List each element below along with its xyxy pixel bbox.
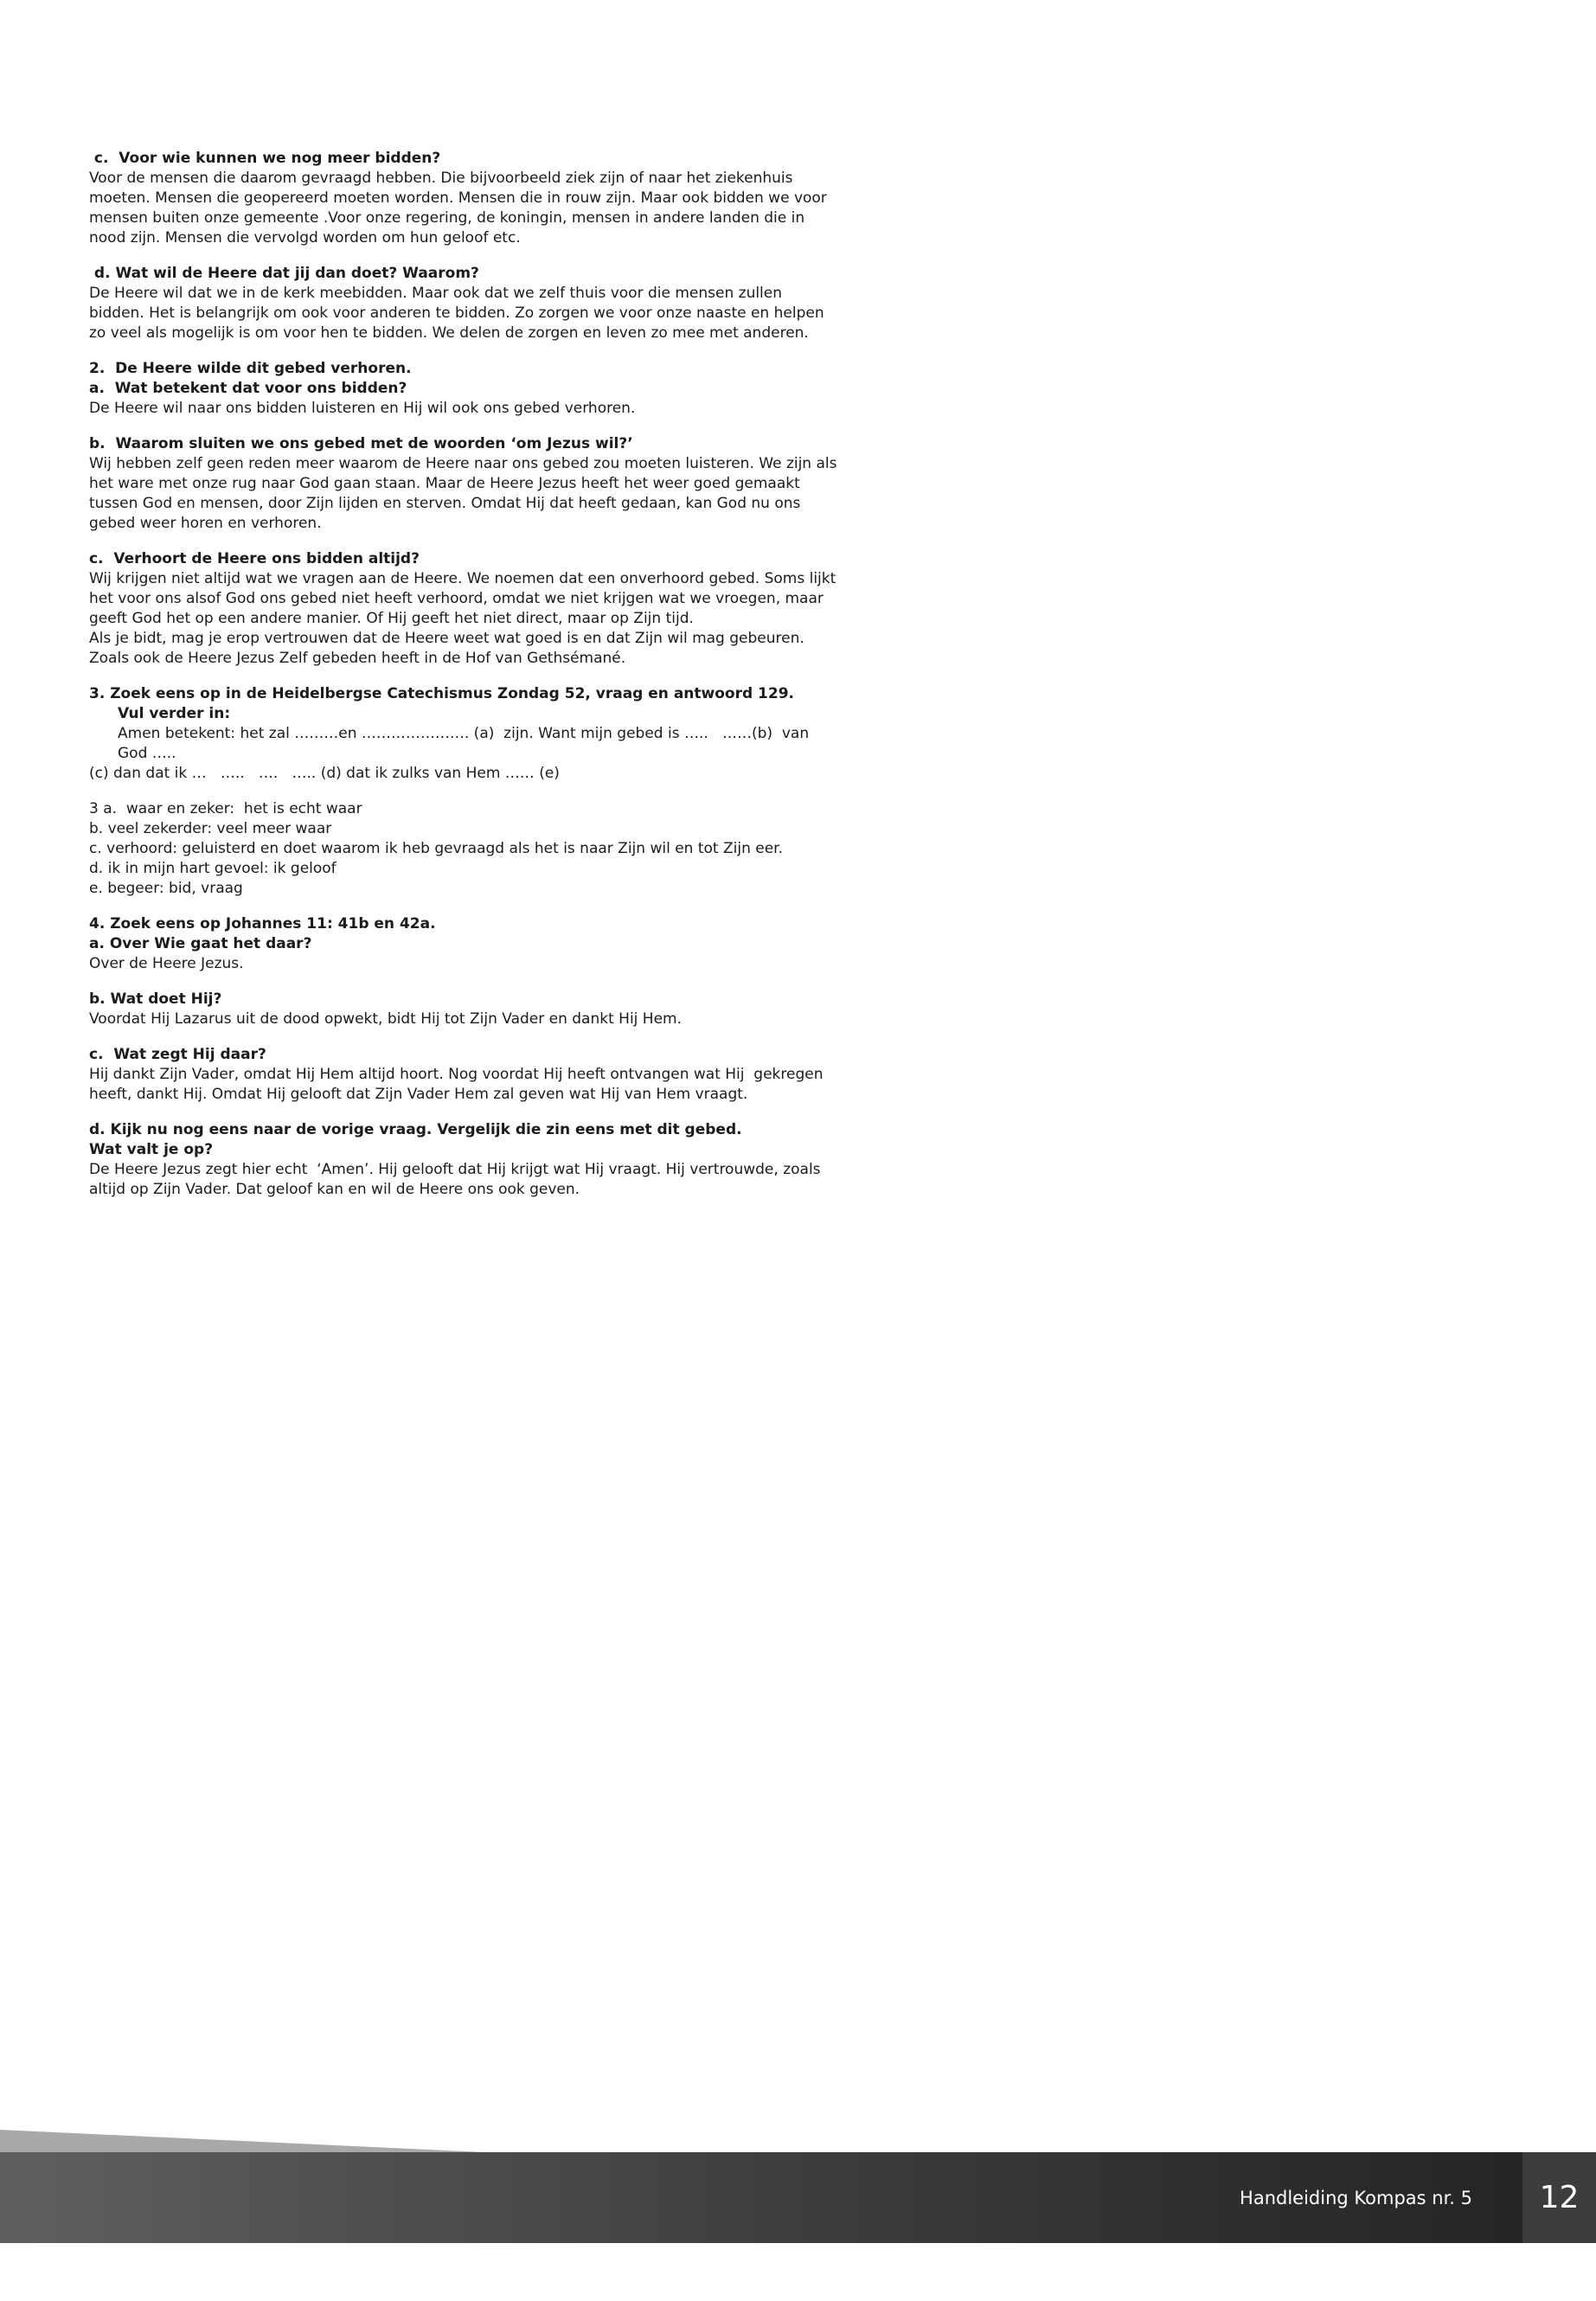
question-heading: b. Waarom sluiten we ons gebed met de woorden ‘om Jezus wil?’ <box>89 435 633 452</box>
question-heading: d. Wat wil de Heere dat jij dan doet? Waarom? <box>89 265 479 282</box>
answer-list-item: d. ik in mijn hart gevoel: ik geloof <box>89 860 337 877</box>
page-footer <box>0 2119 1596 2301</box>
section-c-verhoort-altijd <box>89 549 842 669</box>
question-subheading: Wat valt je op? <box>89 1141 214 1158</box>
section-b-om-jezus-wil <box>89 434 842 534</box>
question-heading: c. Verhoort de Heere ons bidden altijd? <box>89 550 420 567</box>
answer-paragraph: De Heere Jezus zegt hier echt ‘Amen’. Hij gelooft dat Hij krijgt wat Hij vraagt. Hij vertrouwde, zoals altijd op Zijn Vader. Dat geloof kan en wil de Heere ons ook geven. <box>89 1161 825 1198</box>
section-3-heidelbergse-catechismus <box>89 684 842 784</box>
answer-paragraph: Wij hebben zelf geen reden meer waarom de Heere naar ons gebed zou moeten luisteren. We zijn als het ware met onze rug naar God gaan staan. Maar de Heere Jezus heeft het weer goed gemaakt tussen God en mensen, door Zijn lijden en sterven. Omdat Hij dat heeft gedaan, kan God nu ons gebed weer horen en verhoren. <box>89 455 842 532</box>
answer-paragraph: Wij krijgen niet altijd wat we vragen aan de Heere. We noemen dat een onverhoord gebed. Soms lijkt het voor ons alsof God ons gebed niet heeft verhoord, omdat we niet krijgen wat we vroegen, maar geeft God het op een andere manier. Of Hij geeft het niet direct, maar op Zijn tijd. <box>89 570 841 627</box>
footer-bar <box>0 2152 1596 2243</box>
section-3-answer-list <box>89 799 842 899</box>
question-heading: c. Voor wie kunnen we nog meer bidden? <box>89 150 441 167</box>
answer-paragraph: De Heere wil dat we in de kerk meebidden. Maar ook dat we zelf thuis voor die mensen zullen bidden. Het is belangrijk om ook voor anderen te bidden. Zo zorgen we voor onze naaste en helpen zo veel als mogelijk is om voor hen te bidden. We delen de zorgen en leven zo mee met anderen. <box>89 285 829 342</box>
question-heading: b. Wat doet Hij? <box>89 990 222 1008</box>
question-subheading: a. Wat betekent dat voor ons bidden? <box>89 380 407 397</box>
answer-paragraph: Voor de mensen die daarom gevraagd hebben. Die bijvoorbeeld ziek zijn of naar het ziekenhuis moeten. Mensen die geopereerd moeten worden. Mensen die in rouw zijn. Maar ook bidden we voor mensen buiten onze gemeente .Voor onze regering, de koningin, mensen in andere landen die in nood zijn. Mensen die vervolgd worden om hun geloof etc. <box>89 170 832 247</box>
answer-list-item: b. veel zekerder: veel meer waar <box>89 820 332 837</box>
answer-paragraph: Voordat Hij Lazarus uit de dood opwekt, bidt Hij tot Zijn Vader en dankt Hij Hem. <box>89 1010 683 1028</box>
answer-paragraph: Over de Heere Jezus. <box>89 955 244 972</box>
answer-paragraph: De Heere wil naar ons bidden luisteren en Hij wil ook ons gebed verhoren. <box>89 400 636 417</box>
question-heading: 4. Zoek eens op Johannes 11: 41b en 42a. <box>89 915 436 933</box>
question-subheading: a. Over Wie gaat het daar? <box>89 935 312 952</box>
section-c-voor-wie-bidden <box>89 149 842 248</box>
section-4-johannes-11 <box>89 914 842 974</box>
document-content <box>89 149 842 1215</box>
question-heading: 3. Zoek eens op in de Heidelbergse Catechismus Zondag 52, vraag en antwoord 129. <box>89 685 795 702</box>
question-subheading: Vul verder in: <box>118 705 231 722</box>
question-heading: 2. De Heere wilde dit gebed verhoren. <box>89 360 412 377</box>
answer-paragraph: Hij dankt Zijn Vader, omdat Hij Hem altijd hoort. Nog voordat Hij heeft ontvangen wat Hij gekregen heeft, dankt Hij. Omdat Hij gelooft dat Zijn Vader Hem zal geven wat Hij van Hem vraagt. <box>89 1066 828 1103</box>
fill-in-line: Amen betekent: het zal ………en …………………. (a) zijn. Want mijn gebed is ….. ……(b) van God ….. <box>118 725 814 762</box>
page-number: 12 <box>1539 2180 1580 2215</box>
question-heading: c. Wat zegt Hij daar? <box>89 1046 266 1063</box>
fill-in-line: (c) dan dat ik … ….. …. ….. (d) dat ik zulks van Hem …… (e) <box>89 765 560 782</box>
footer-wedge-decoration <box>0 2130 484 2152</box>
section-c-wat-zegt-hij <box>89 1045 842 1105</box>
answer-list-item: e. begeer: bid, vraag <box>89 880 243 897</box>
section-d-wat-wil-de-heere <box>89 264 842 343</box>
page-number-box <box>1522 2152 1596 2243</box>
answer-list-item: c. verhoord: geluisterd en doet waarom ik heb gevraagd als het is naar Zijn wil en tot Zijn eer. <box>89 840 783 857</box>
footer-title: Handleiding Kompas nr. 5 <box>1240 2187 1472 2208</box>
section-b-wat-doet-hij <box>89 990 842 1029</box>
answer-paragraph: Als je bidt, mag je erop vertrouwen dat de Heere weet wat goed is en dat Zijn wil mag gebeuren. Zoals ook de Heere Jezus Zelf gebeden heeft in de Hof van Gethsémané. <box>89 630 810 667</box>
answer-list-item: 3 a. waar en zeker: het is echt waar <box>89 800 362 817</box>
section-d-vergelijk-gebed <box>89 1120 842 1200</box>
question-heading: d. Kijk nu nog eens naar de vorige vraag. Vergelijk die zin eens met dit gebed. <box>89 1121 742 1138</box>
section-2-gebed-verhoren <box>89 359 842 419</box>
